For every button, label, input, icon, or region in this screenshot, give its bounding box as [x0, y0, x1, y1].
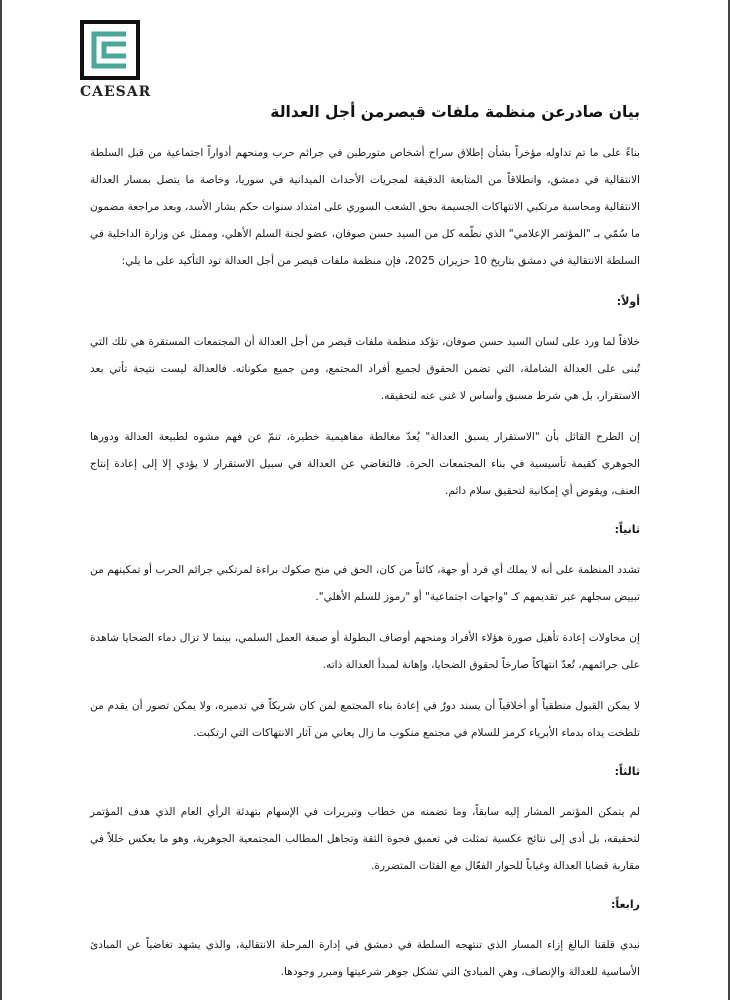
- logo-wordmark: CAESAR: [80, 84, 152, 100]
- intro-paragraph: بناءً على ما تم تداوله مؤخراً بشأن إطلاق سراح أشخاص متورطين في جرائم حرب ومنحهم أدواراً اجتماعية من قبل السلطة الانتقالية في دمشق، وانطلاقاً من المتابعة الدقيقة لمجريات الأحداث الميدانية في سوريا، وخاصة ما يتصل بمسار العدالة الانتقالية ومحاسبة مرتكبي الانتهاكات الجسيمة بحق الشعب السوري على امتداد سنوات حكم بشار الأسد، وبعد مراجعة مضمون ما سُمّي بـ "المؤتمر الإعلامي" الذي نظّمه كل من السيد حسن صوفان، عضو لجنة السلم الأهلي، وممثل عن وزارة الداخلية في السلطة الانتقالية في دمشق بتاريخ 10 حزيران 2025، فإن منظمة ملفات قيصر من أجل العدالة تود التأكيد على ما يلي:: [90, 147, 640, 267]
- statement-body: [90, 140, 640, 1000]
- caesar-logo-icon: [80, 20, 140, 80]
- section-paragraph: لا يمكن القبول منطقياً أو أخلاقياً أن يسند دورٌ في إعادة بناء المجتمع لمن كان شريكاً في تدميره، ولا يمكن تصور أن يقدم من تلطخت يداه بدماء الأبرياء كرمز للسلام في مجتمع منكوب ما زال يعاني من آثار الانتهاكات التي ارتكبت.: [90, 700, 640, 739]
- section-heading: أولاً:: [616, 295, 640, 308]
- statement-title: بيان صادرعن منظمة ملفات قيصرمن أجل العدالة: [270, 103, 640, 121]
- section-paragraph: نبدي قلقنا البالغ إزاء المسار الذي تنتهجه السلطة في دمشق في إدارة المرحلة الانتقالية، والذي يشهد تغاضياً عن المبادئ الأساسية للعدالة والإنصاف، وهي المبادئ التي تشكل جوهر شرعيتها ومبرر وجودها.: [90, 939, 640, 978]
- section-paragraph: لم يتمكن المؤتمر المشار إليه سابقاً، وما تضمنه من خطاب وتبريرات في الإسهام بتهدئة الرأي العام الذي هدف المؤتمر لتحقيقه، بل أدى إلى نتائج عكسية تمثلت في تعميق فجوة الثقة وتجاهل المطالب المجتمعية الجوهرية، وهو ما يعكس خللاً في مقاربة قضايا العدالة وغياباً للحوار الفعّال مع الفئات المتضررة.: [90, 806, 640, 872]
- section-heading: رابعاً:: [611, 898, 640, 911]
- section-paragraph: خلافاً لما ورد على لسان السيد حسن صوفان، تؤكد منظمة ملفات قيصر من أجل العدالة أن المجتمعات المستقرة هي تلك التي تُبنى على العدالة الشاملة، التي تضمن الحقوق لجميع أفراد المجتمع، ومن جميع مكوناته. فالعدالة ليست نتيجة تأتي بعد الاستقرار، بل هي شرط مسبق وأساس لا غنى عنه لتحقيقه.: [90, 336, 640, 402]
- caesar-logo: [80, 20, 150, 100]
- section-heading: ثانياً:: [614, 523, 640, 536]
- section-paragraph: إن محاولات إعادة تأهيل صورة هؤلاء الأفراد ومنحهم أوصاف البطولة أو صبغة العمل السلمي، بينما لا تزال دماء الضحايا شاهدة على جرائمهم، تُعدّ انتهاكاً صارخاً لحقوق الضحايا، وإهانة لمبدأ العدالة ذاته.: [90, 632, 640, 671]
- section-paragraph: إن الطرح القائل بأن "الاستقرار يسبق العدالة" يُعدّ مغالطة مفاهيمية خطيرة، تنمّ عن فهم مشوه لطبيعة العدالة ودورها الجوهري كقيمة تأسيسية في بناء المجتمعات الحرة. فالتغاضي عن العدالة في سبيل الاستقرار لا يؤدي إلا إلى إعادة إنتاج العنف، ويقوض أي إمكانية لتحقيق سلام دائم.: [90, 431, 640, 497]
- section-heading: ثالثاً:: [614, 765, 640, 778]
- section-paragraph: تشدد المنظمة على أنه لا يملك أي فرد أو جهة، كائناً من كان، الحق في منح صكوك براءة لمرتكبي جرائم الحرب أو تمكينهم من تبييض سجلهم عبر تقديمهم كـ "واجهات اجتماعية" أو "رموز للسلم الأهلي".: [90, 564, 640, 603]
